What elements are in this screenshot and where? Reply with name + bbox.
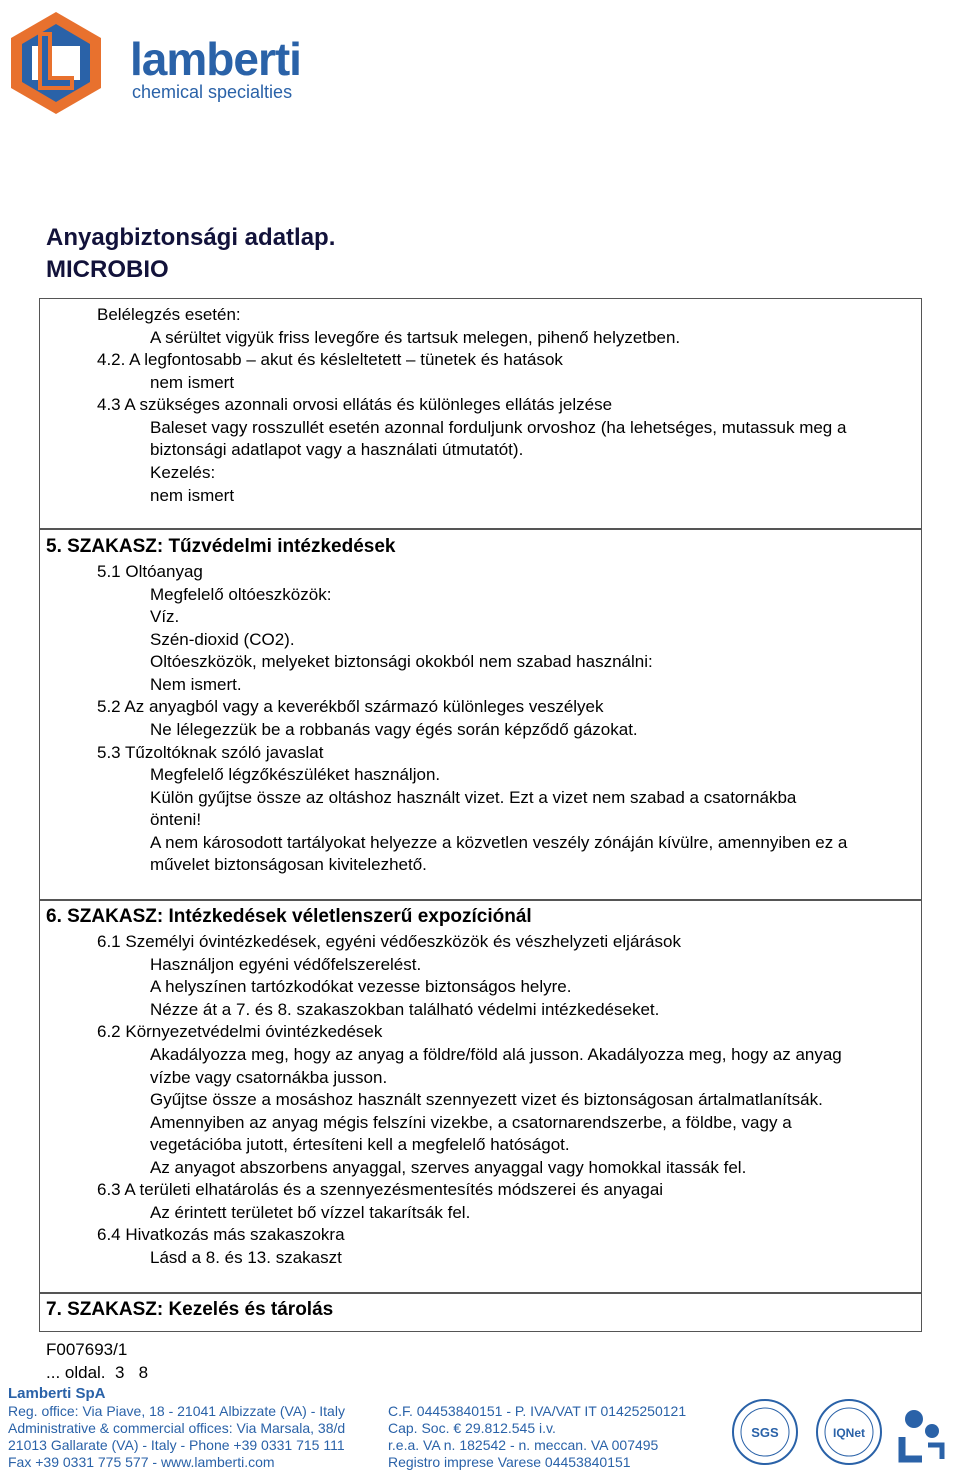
- section-6-heading: 6. SZAKASZ: Intézkedések véletlenszerű expozíciónál: [46, 906, 532, 927]
- suitable-media-2: Szén-dioxid (CO2).: [150, 630, 295, 649]
- sgs-label: SGS: [751, 1425, 779, 1440]
- subsection-6-2-line2: vízbe vagy csatornákba jusson.: [150, 1068, 388, 1087]
- footer-tax-line1: C.F. 04453840151 - P. IVA/VAT IT 01425250121: [388, 1403, 687, 1419]
- subsection-6-2-line5: vegetációba jutott, értesíteni kell a megfelelő hatóságot.: [150, 1135, 570, 1154]
- suitable-media-heading: Megfelelő oltóeszközök:: [150, 585, 332, 604]
- subsection-6-1-line3: Nézze át a 7. és 8. szakaszokban található védelmi intézkedéseket.: [150, 1000, 660, 1019]
- lamberti-hexagon-icon: [8, 10, 104, 116]
- subsection-5-2-heading: 5.2 Az anyagból vagy a keverékből származó különleges veszélyek: [97, 697, 604, 716]
- page-number: ... oldal. 3 8: [46, 1363, 149, 1382]
- subsection-5-3-line2: Külön gyűjtse össze az oltáshoz használt vizet. Ezt a vizet nem szabad a csatornákba: [150, 788, 797, 807]
- subsection-6-2-line1: Akadályozza meg, hogy az anyag a földre/föld alá jusson. Akadályozza meg, hogy az anyag: [150, 1045, 842, 1064]
- logo-tagline: chemical specialties: [132, 82, 293, 102]
- suitable-media-1: Víz.: [150, 607, 180, 626]
- subsection-5-3-line1: Megfelelő légzőkészüléket használjon.: [150, 765, 441, 784]
- footer-tax-line3: r.e.a. VA n. 182542 - n. meccan. VA 007495: [388, 1437, 659, 1453]
- lamberti-logo: [8, 10, 308, 120]
- subsection-6-1-line1: Használjon egyéni védőfelszerelést.: [150, 955, 422, 974]
- subsection-6-2-heading: 6.2 Környezetvédelmi óvintézkedések: [97, 1022, 383, 1041]
- subsection-5-3-line5: művelet biztonságosan kivitelezhető.: [150, 855, 427, 874]
- section-7-heading: 7. SZAKASZ: Kezelés és tárolás: [46, 1299, 334, 1320]
- subsection-6-3-text: Az érintett területet bő vízzel takarítsák fel.: [150, 1203, 471, 1222]
- inhalation-heading: Belélegzés esetén:: [97, 305, 241, 324]
- unsuitable-media-text: Nem ismert.: [150, 675, 242, 694]
- subsection-6-4-heading: 6.4 Hivatkozás más szakaszokra: [97, 1225, 345, 1244]
- subsection-5-3-line4: A nem károsodott tartályokat helyezze a közvetlen veszély zónáján kívülre, amennyiben ez a: [150, 833, 848, 852]
- footer-address-line4: Fax +39 0331 775 577 - www.lamberti.com: [8, 1454, 275, 1470]
- subsection-6-2-line6: Az anyagot abszorbens anyaggal, szerves anyaggal vagy homokkal itassák fel.: [150, 1158, 747, 1177]
- footer-address-line3: 21013 Gallarate (VA) - Italy - Phone +39 0331 715 111: [8, 1437, 345, 1453]
- product-name: MICROBIO: [46, 256, 169, 283]
- document-code: F007693/1: [46, 1340, 128, 1359]
- company-name: Lamberti SpA: [8, 1385, 106, 1402]
- footer-address-line2: Administrative & commercial offices: Via Marsala, 38/d: [8, 1420, 346, 1436]
- footer-address-line1: Reg. office: Via Piave, 18 - 21041 Albizzate (VA) - Italy: [8, 1403, 345, 1419]
- treatment-heading: Kezelés:: [150, 463, 216, 482]
- subsection-4-2-heading: 4.2. A legfontosabb – akut és késleltetett – tünetek és hatások: [97, 350, 563, 369]
- subsection-5-1-heading: 5.1 Oltóanyag: [97, 562, 203, 581]
- subsection-6-2-line3: Gyűjtse össze a mosáshoz használt szennyezett vizet és biztonságosan ártalmatlanítsák.: [150, 1090, 823, 1109]
- subsection-5-2-text: Ne lélegezzük be a robbanás vagy égés során képződő gázokat.: [150, 720, 638, 739]
- iqnet-certification-icon: [814, 1397, 884, 1467]
- subsection-4-3-line2: biztonsági adatlapot vagy a használati útmutatót).: [150, 440, 524, 459]
- unsuitable-media-heading: Oltóeszközök, melyeket biztonsági okokból nem szabad használni:: [150, 652, 653, 671]
- treatment-text: nem ismert: [150, 486, 235, 505]
- subsection-4-2-text: nem ismert: [150, 373, 235, 392]
- subsection-6-4-text: Lásd a 8. és 13. szakaszt: [150, 1248, 342, 1267]
- footer-tax-line2: Cap. Soc. € 29.812.545 i.v.: [388, 1420, 556, 1436]
- subsection-6-3-heading: 6.3 A területi elhatárolás és a szennyezésmentesítés módszerei és anyagai: [97, 1180, 664, 1199]
- section-5-heading: 5. SZAKASZ: Tűzvédelmi intézkedések: [46, 536, 396, 557]
- inhalation-text: A sérültet vigyük friss levegőre és tartsuk melegen, pihenő helyzetben.: [150, 328, 681, 347]
- subsection-4-3-heading: 4.3 A szükséges azonnali orvosi ellátás és különleges ellátás jelzése: [97, 395, 613, 414]
- title-line: Anyagbiztonsági adatlap.: [46, 224, 336, 251]
- sgs-certification-icon: [730, 1397, 800, 1467]
- subsection-5-3-line3: önteni!: [150, 810, 202, 829]
- subsection-6-2-line4: Amennyiben az anyag mégis felszíni vizekbe, a csatornarendszerbe, a földbe, vagy a: [150, 1113, 792, 1132]
- group-emblem-icon: [892, 1397, 952, 1467]
- subsection-4-3-line1: Baleset vagy rosszullét esetén azonnal forduljunk orvoshoz (ha lehetséges, mutassuk meg a: [150, 418, 847, 437]
- subsection-5-3-heading: 5.3 Tűzoltóknak szóló javaslat: [97, 743, 324, 762]
- document-title: [46, 222, 335, 286]
- subsection-6-1-heading: 6.1 Személyi óvintézkedések, egyéni védőeszközök és vészhelyzeti eljárások: [97, 932, 681, 951]
- company-footer: [8, 1385, 952, 1475]
- logo-name: lamberti: [130, 33, 301, 85]
- iqnet-label: IQNet: [832, 1426, 866, 1440]
- subsection-6-1-line2: A helyszínen tartózkodókat vezesse biztonságos helyre.: [150, 977, 572, 996]
- footer-tax-line4: Registro imprese Varese 04453840151: [388, 1454, 631, 1470]
